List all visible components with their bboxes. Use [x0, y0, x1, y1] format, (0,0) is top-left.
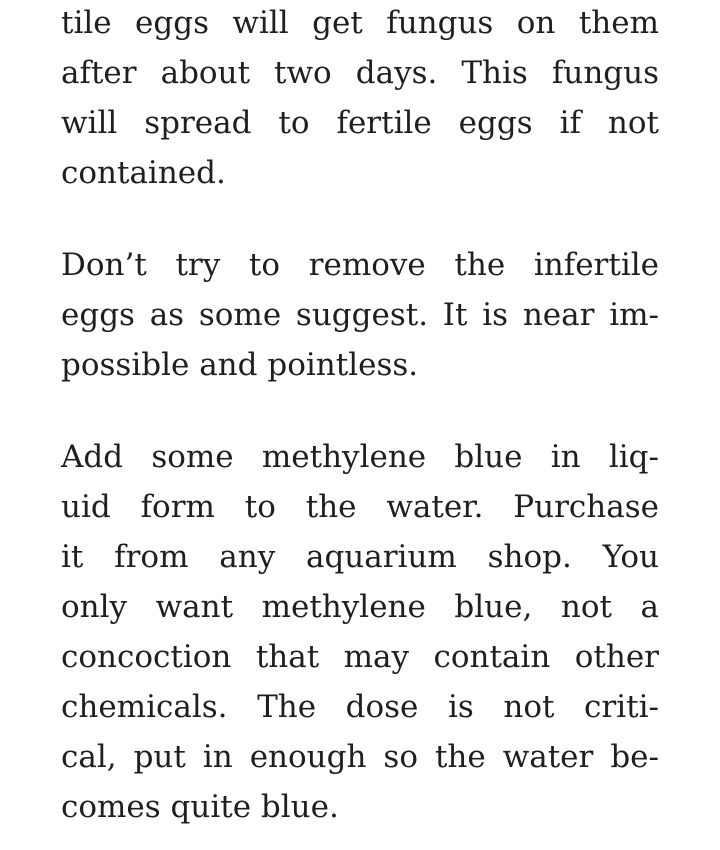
- text-line: concoction that may contain other: [61, 639, 659, 675]
- text-line: cal, put in enough so the water be-: [61, 739, 659, 775]
- text-line: it from any aquarium shop. You: [61, 539, 659, 575]
- text-line: comes quite blue.: [61, 789, 339, 825]
- text-line: possible and pointless.: [61, 347, 419, 383]
- text-line: only want methylene blue, not a: [61, 589, 659, 625]
- text-line: Add some methylene blue in liq-: [61, 439, 659, 475]
- text-line: uid form to the water. Purchase: [61, 489, 659, 525]
- text-line: will spread to fertile eggs if not: [61, 105, 659, 141]
- paragraph-fungus: [61, 0, 659, 198]
- text-line: contained.: [61, 155, 226, 191]
- paragraph-infertile-eggs: [61, 240, 659, 390]
- text-line: after about two days. This fungus: [61, 55, 659, 91]
- text-line: eggs as some suggest. It is near im-: [61, 297, 659, 333]
- text-line: tile eggs will get fungus on them: [61, 5, 659, 41]
- reading-text-area: [61, 0, 659, 832]
- paragraph-methylene-blue: [61, 432, 659, 832]
- text-line: Don’t try to remove the infertile: [61, 247, 659, 283]
- text-line: chemicals. The dose is not criti-: [61, 689, 659, 725]
